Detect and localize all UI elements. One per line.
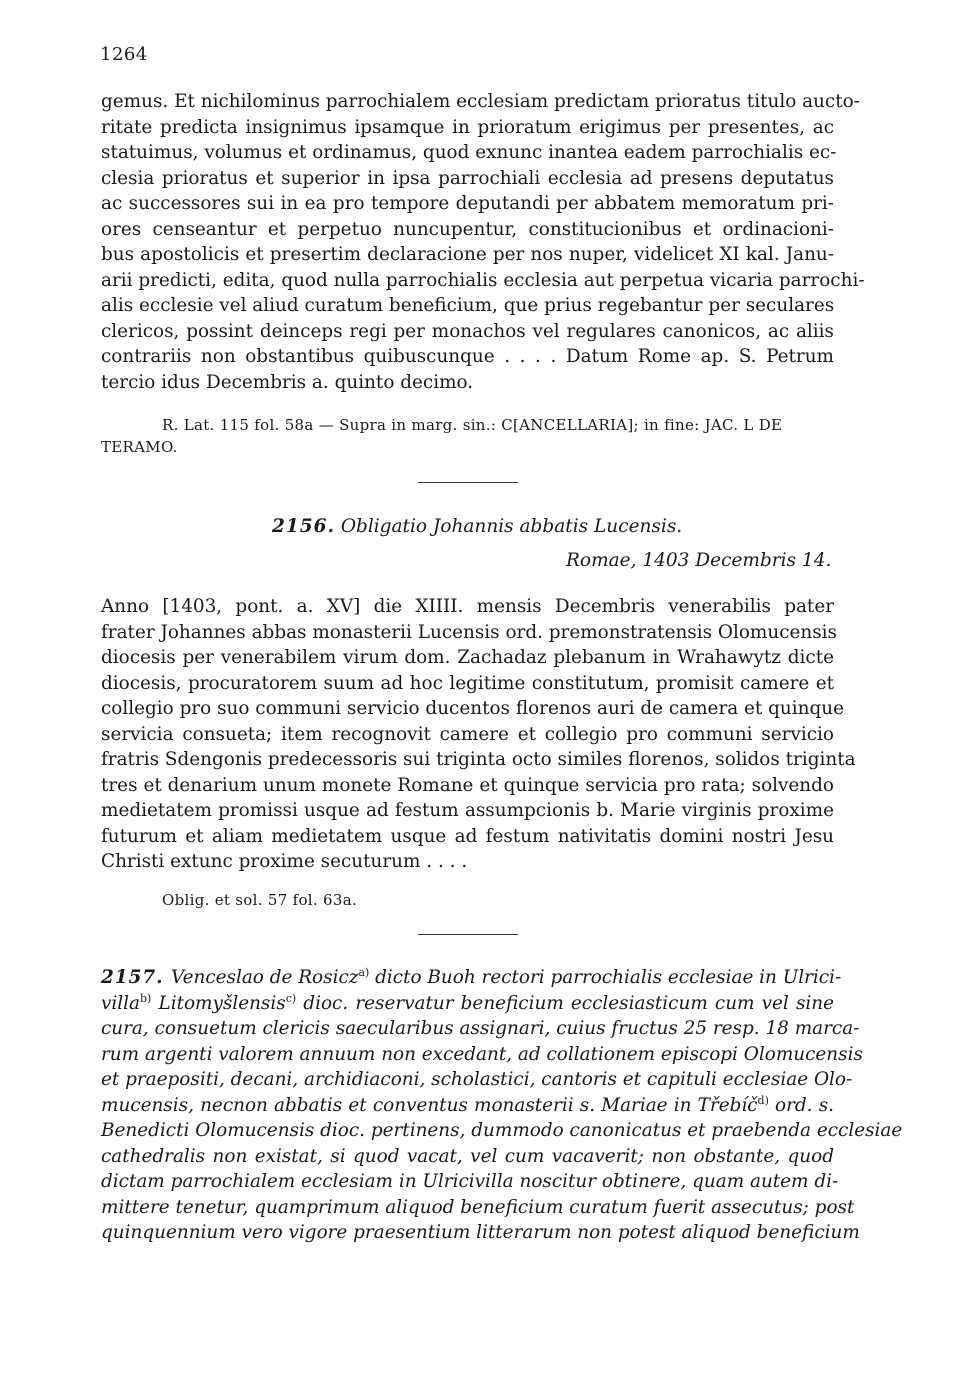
source-note-2155-cont <box>101 437 834 458</box>
text-line: Christi extunc proxime secuturum . . . . <box>101 851 468 872</box>
text-line <box>101 1220 860 1246</box>
text-line: clesia prioratus et superior in ipsa parrochiali ecclesia ad presens deputatus <box>101 167 834 189</box>
text-segment: mittere tenetur, quamprimum aliquod beneficium curatum fuerit assecutus; post <box>101 1196 855 1218</box>
text-line: clericos, possint deinceps regi per monachos vel regulares canonicos, ac aliis <box>101 320 834 342</box>
text-segment: cathedralis non existat, si quod vacat, vel cum vacaverit; non obstante, quod <box>101 1145 834 1167</box>
text-line: contrariis non obstantibus quibuscunque . . . . Datum Rome ap. S. Petrum <box>101 346 834 367</box>
text-segment: dictam parrochialem ecclesiam in Ulricivilla noscitur obtinere, quam autem di- <box>101 1171 839 1192</box>
text-line <box>101 1195 855 1221</box>
source-note-line: TERAMO. <box>101 438 178 456</box>
text-line: collegio pro suo communi servicio ducentos florenos auri de camera et quinque <box>101 698 845 719</box>
text-segment: rum argenti valorem annuum non excedant, ad collationem episcopi Olomucensis <box>101 1043 863 1065</box>
text-line <box>101 1144 834 1170</box>
text-line: statuimus, volumus et ordinamus, quod exnunc inantea eadem parrochialis ec- <box>101 142 837 163</box>
text-line <box>101 1118 903 1144</box>
entry-number: 2157. <box>101 967 171 988</box>
text-line <box>101 1042 863 1068</box>
text-segment: villa <box>101 992 140 1014</box>
text-line <box>101 1093 834 1119</box>
text-line: gemus. Et nichilominus parrochialem ecclesiam predictam prioratus titulo aucto- <box>101 91 860 112</box>
entry-title: Obligatio Johannis abbatis Lucensis. <box>340 516 683 537</box>
separator-rule <box>418 482 518 483</box>
footnote-marker: a) <box>358 965 370 979</box>
text-segment: mucensis, necnon abbatis et conventus monasterii s. Mariae in Třebíč <box>101 1094 758 1116</box>
text-line: medietatem promissi usque ad festum assumpcionis b. Marie virginis proxime <box>101 800 834 821</box>
text-line: frater Johannes abbas monasterii Lucensis ord. premonstratensis Olomucensis <box>101 621 837 643</box>
entry-number: 2156. <box>272 516 335 537</box>
source-note-2155 <box>162 415 842 436</box>
text-line <box>101 1067 853 1093</box>
text-line: servicia consueta; item recognovit camere et collegio pro communi servicio <box>101 723 834 745</box>
text-line: fratris Sdengonis predecessoris sui triginta octo similes florenos, solidos triginta <box>101 749 856 770</box>
text-segment: Venceslao de Rosicz <box>171 967 359 988</box>
text-line: bus apostolicis et presertim declaracione per nos nuper, videlicet XI kal. Janu- <box>101 244 834 265</box>
text-line: ores censeantur et perpetuo nuncupentur, constitucionibus et ordinacioni- <box>101 218 834 240</box>
footnote-marker: c) <box>285 991 297 1005</box>
text-segment: dioc. reservatur beneficium ecclesiasticum cum vel sine <box>296 992 835 1014</box>
text-segment: cura, consuetum clericis saecularibus assignari, cuius fructus 25 resp. 18 marca- <box>101 1018 860 1039</box>
text-line: arii predicti, edita, quod nulla parrochialis ecclesia aut perpetua vicaria parrochi- <box>101 269 865 291</box>
entry-2156-body <box>101 594 856 875</box>
text-line: Anno [1403, pont. a. XV] die XIIII. mensis Decembris venerabilis pater <box>101 596 834 617</box>
text-line: ritate predicta insignimus ipsamque in prioratum erigimus per presentes, ac <box>101 116 834 138</box>
source-note-line: R. Lat. 115 fol. 58a — Supra in marg. sin.: C[ANCELLARIA]; in fine: JAC. L DE <box>162 416 783 434</box>
text-line <box>101 1169 839 1195</box>
text-line: tercio idus Decembris a. quinto decimo. <box>101 371 474 393</box>
footnote-marker: b) <box>140 991 152 1005</box>
entry-2157-body <box>101 965 903 1246</box>
text-segment: quinquennium vero vigore praesentium litterarum non potest aliquod beneficium <box>101 1222 860 1243</box>
entry-2156-dateline: Romae, 1403 Decembris 14. <box>566 550 832 571</box>
text-line <box>101 965 842 991</box>
footnote-marker: d) <box>757 1093 769 1107</box>
text-line: diocesis per venerabilem virum dom. Zachadaz plebanum in Wrahawytz dicte <box>101 647 834 668</box>
text-segment: dicto Buoh rectori parrochialis ecclesiae in Ulrici- <box>369 967 842 988</box>
text-line: diocesis, procuratorem suum ad hoc legitime constitutum, promisit camere et <box>101 672 834 694</box>
text-line <box>101 991 834 1017</box>
entry-2156-heading <box>272 516 682 537</box>
text-line: futurum et aliam medietatem usque ad festum nativitatis domini nostri Jesu <box>101 825 834 847</box>
text-line: ac successores sui in ea pro tempore deputandi per abbatem memoratum pri- <box>101 193 834 214</box>
page-number: 1264 <box>100 44 148 65</box>
text-line: tres et denarium unum monete Romane et quinque servicia pro rata; solvendo <box>101 774 834 796</box>
text-line <box>101 1016 860 1042</box>
text-segment: Litomyšlensis <box>151 992 286 1014</box>
separator-rule <box>418 934 518 935</box>
text-segment: ord. s. <box>768 1094 834 1116</box>
text-segment: Benedicti Olomucensis dioc. pertinens, dummodo canonicatus et praebenda ecclesiae <box>101 1120 903 1141</box>
text-segment: et praepositi, decani, archidiaconi, scholastici, cantoris et capituli ecclesiae Olo- <box>101 1069 853 1090</box>
text-line: alis ecclesie vel aliud curatum beneficium, que prius regebantur per seculares <box>101 295 835 316</box>
entry-2155-body <box>101 89 865 395</box>
source-note-2156: Oblig. et sol. 57 fol. 63a. <box>162 891 358 909</box>
